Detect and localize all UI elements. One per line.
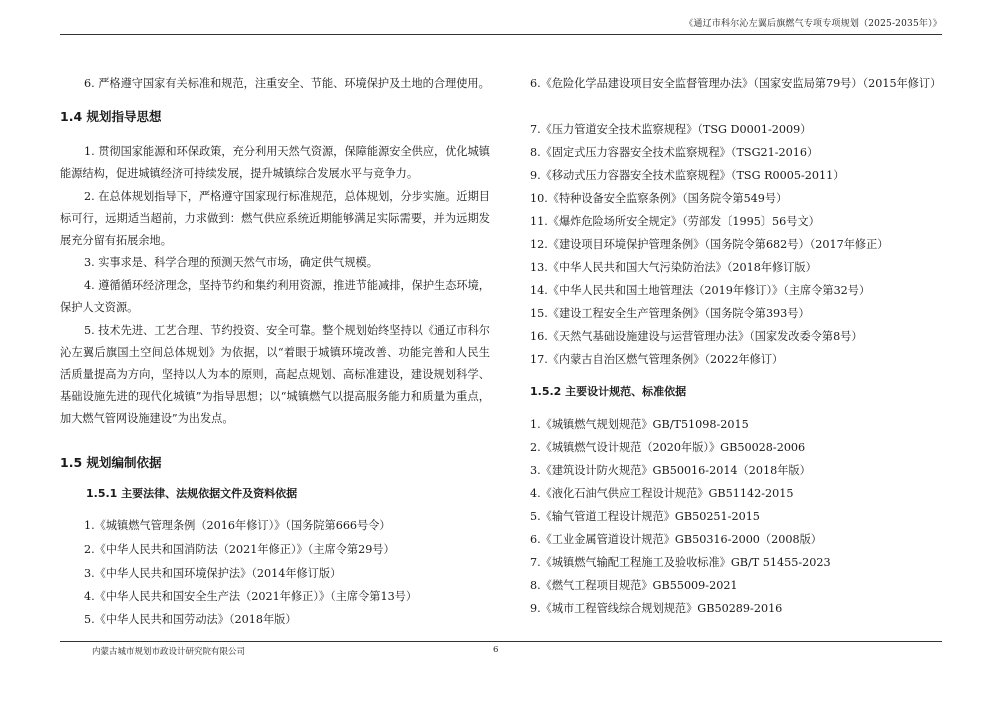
standard-list-item: 9.《城市工程管线综合规划规范》GB50289-2016 [530, 602, 783, 615]
section-1-5-1-heading: 1.5.1 主要法律、法规依据文件及资料依据 [86, 487, 298, 500]
law-list-item: 17.《内蒙古自治区燃气管理条例》（2022年修订） [530, 353, 784, 366]
law-list-item: 15.《建设工程安全生产管理条例》（国务院令第393号） [530, 307, 810, 320]
law-list-item: 3.《中华人民共和国环境保护法》（2014年修订版） [84, 567, 342, 580]
principle-item-6: 6. 严格遵守国家有关标准和规范，注重安全、节能、环境保护及土地的合理使用。 [84, 77, 490, 90]
standard-list-item: 3.《建筑设计防火规范》GB50016-2014（2018年版） [530, 464, 811, 477]
law-list-item: 8.《固定式压力容器安全技术监察规程》（TSG21-2016） [530, 146, 819, 159]
standard-list-item: 5.《输气管道工程设计规范》GB50251-2015 [530, 510, 760, 523]
law-list-item: 7.《压力管道安全技术监察规程》（TSG D0001-2009） [530, 123, 812, 136]
standard-list-item: 8.《燃气工程项目规范》GB55009-2021 [530, 579, 738, 592]
standard-list-item: 4.《液化石油气供应工程设计规范》GB51142-2015 [530, 487, 794, 500]
guiding-paragraph-5: 5. 技术先进、工艺合理、节约投资、安全可靠。整个规划始终坚持以《通辽市科尔沁左翼后旗国土空间总体规划》为依据，以“着眼于城镇环境改善、功能完善和人民生活质量提高为方向，坚持以人为本的原则，高起点规划、高标准建设，建设规划科学、基础设施先进的现代化城镇”为指导思想；以“城镇燃气以提高服务能力和质量为重点，加大燃气管网设施建设”为出发点。 [60, 324, 490, 425]
standard-list-item: 1.《城镇燃气规划规范》GB/T51098-2015 [530, 418, 749, 431]
footer-rule [60, 641, 942, 642]
section-1-4-heading: 1.4 规划指导思想 [60, 109, 162, 124]
law-list-item: 14.《中华人民共和国土地管理法（2019年修订）》（主席令第32号） [530, 284, 871, 297]
header-rule [60, 34, 942, 35]
law-list-item: 6.《危险化学品建设项目安全监督管理办法》（国家安监局第79号）（2015年修订） [530, 77, 942, 90]
standard-list-item: 7.《城镇燃气输配工程施工及验收标准》GB/T 51455-2023 [530, 556, 831, 569]
standard-list-item: 6.《工业金属管道设计规范》GB50316-2000（2008版） [530, 533, 822, 546]
section-1-5-heading: 1.5 规划编制依据 [60, 455, 162, 470]
page-number: 6 [493, 645, 499, 655]
running-header: 《通辽市科尔沁左翼后旗燃气专项专项规划（2025-2035年）》 [684, 19, 942, 29]
footer-organization: 内蒙古城市规划市政设计研究院有限公司 [92, 647, 246, 657]
guiding-paragraph-2: 2. 在总体规划指导下，严格遵守国家现行标准规范，总体规划，分步实施。近期目标可行，远期适当超前，力求做到：燃气供应系统近期能够满足实际需要，并为远期发展充分留有拓展余地。 [60, 190, 490, 247]
law-list-item: 11.《爆炸危险场所安全规定》（劳部发〔1995〕56号文） [530, 215, 820, 228]
law-list-item: 1.《城镇燃气管理条例（2016年修订）》（国务院第666号令） [84, 519, 391, 532]
standard-list-item: 2.《城镇燃气设计规范（2020年版）》GB50028-2006 [530, 441, 806, 454]
law-list-item: 12.《建设项目环境保护管理条例》（国务院令第682号）（2017年修正） [530, 238, 889, 251]
section-1-5-2-heading: 1.5.2 主要设计规范、标准依据 [530, 385, 687, 398]
guiding-paragraph-1: 1. 贯彻国家能源和环保政策，充分利用天然气资源，保障能源安全供应，优化城镇能源结构，促进城镇经济可持续发展，提升城镇综合发展水平与竞争力。 [60, 145, 490, 180]
law-list-item: 10.《特种设备安全监察条例》（国务院令第549号） [530, 192, 788, 205]
law-list-item: 5.《中华人民共和国劳动法》（2018年版） [84, 613, 297, 626]
law-list-item: 9.《移动式压力容器安全技术监察规程》（TSG R0005-2011） [530, 169, 845, 182]
law-list-item: 2.《中华人民共和国消防法（2021年修正）》（主席令第29号） [84, 543, 395, 556]
guiding-paragraph-3: 3. 实事求是、科学合理的预测天然气市场，确定供气规模。 [84, 256, 378, 269]
law-list-item: 4.《中华人民共和国安全生产法（2021年修正）》（主席令第13号） [84, 590, 418, 603]
law-list-item: 16.《天然气基础设施建设与运营管理办法》（国家发改委令第8号） [530, 330, 863, 343]
guiding-paragraph-4: 4. 遵循循环经济理念，坚持节约和集约利用资源，推进节能减排，保护生态环境，保护人文资源。 [60, 279, 490, 314]
law-list-item: 13.《中华人民共和国大气污染防治法》（2018年修订版） [530, 261, 817, 274]
